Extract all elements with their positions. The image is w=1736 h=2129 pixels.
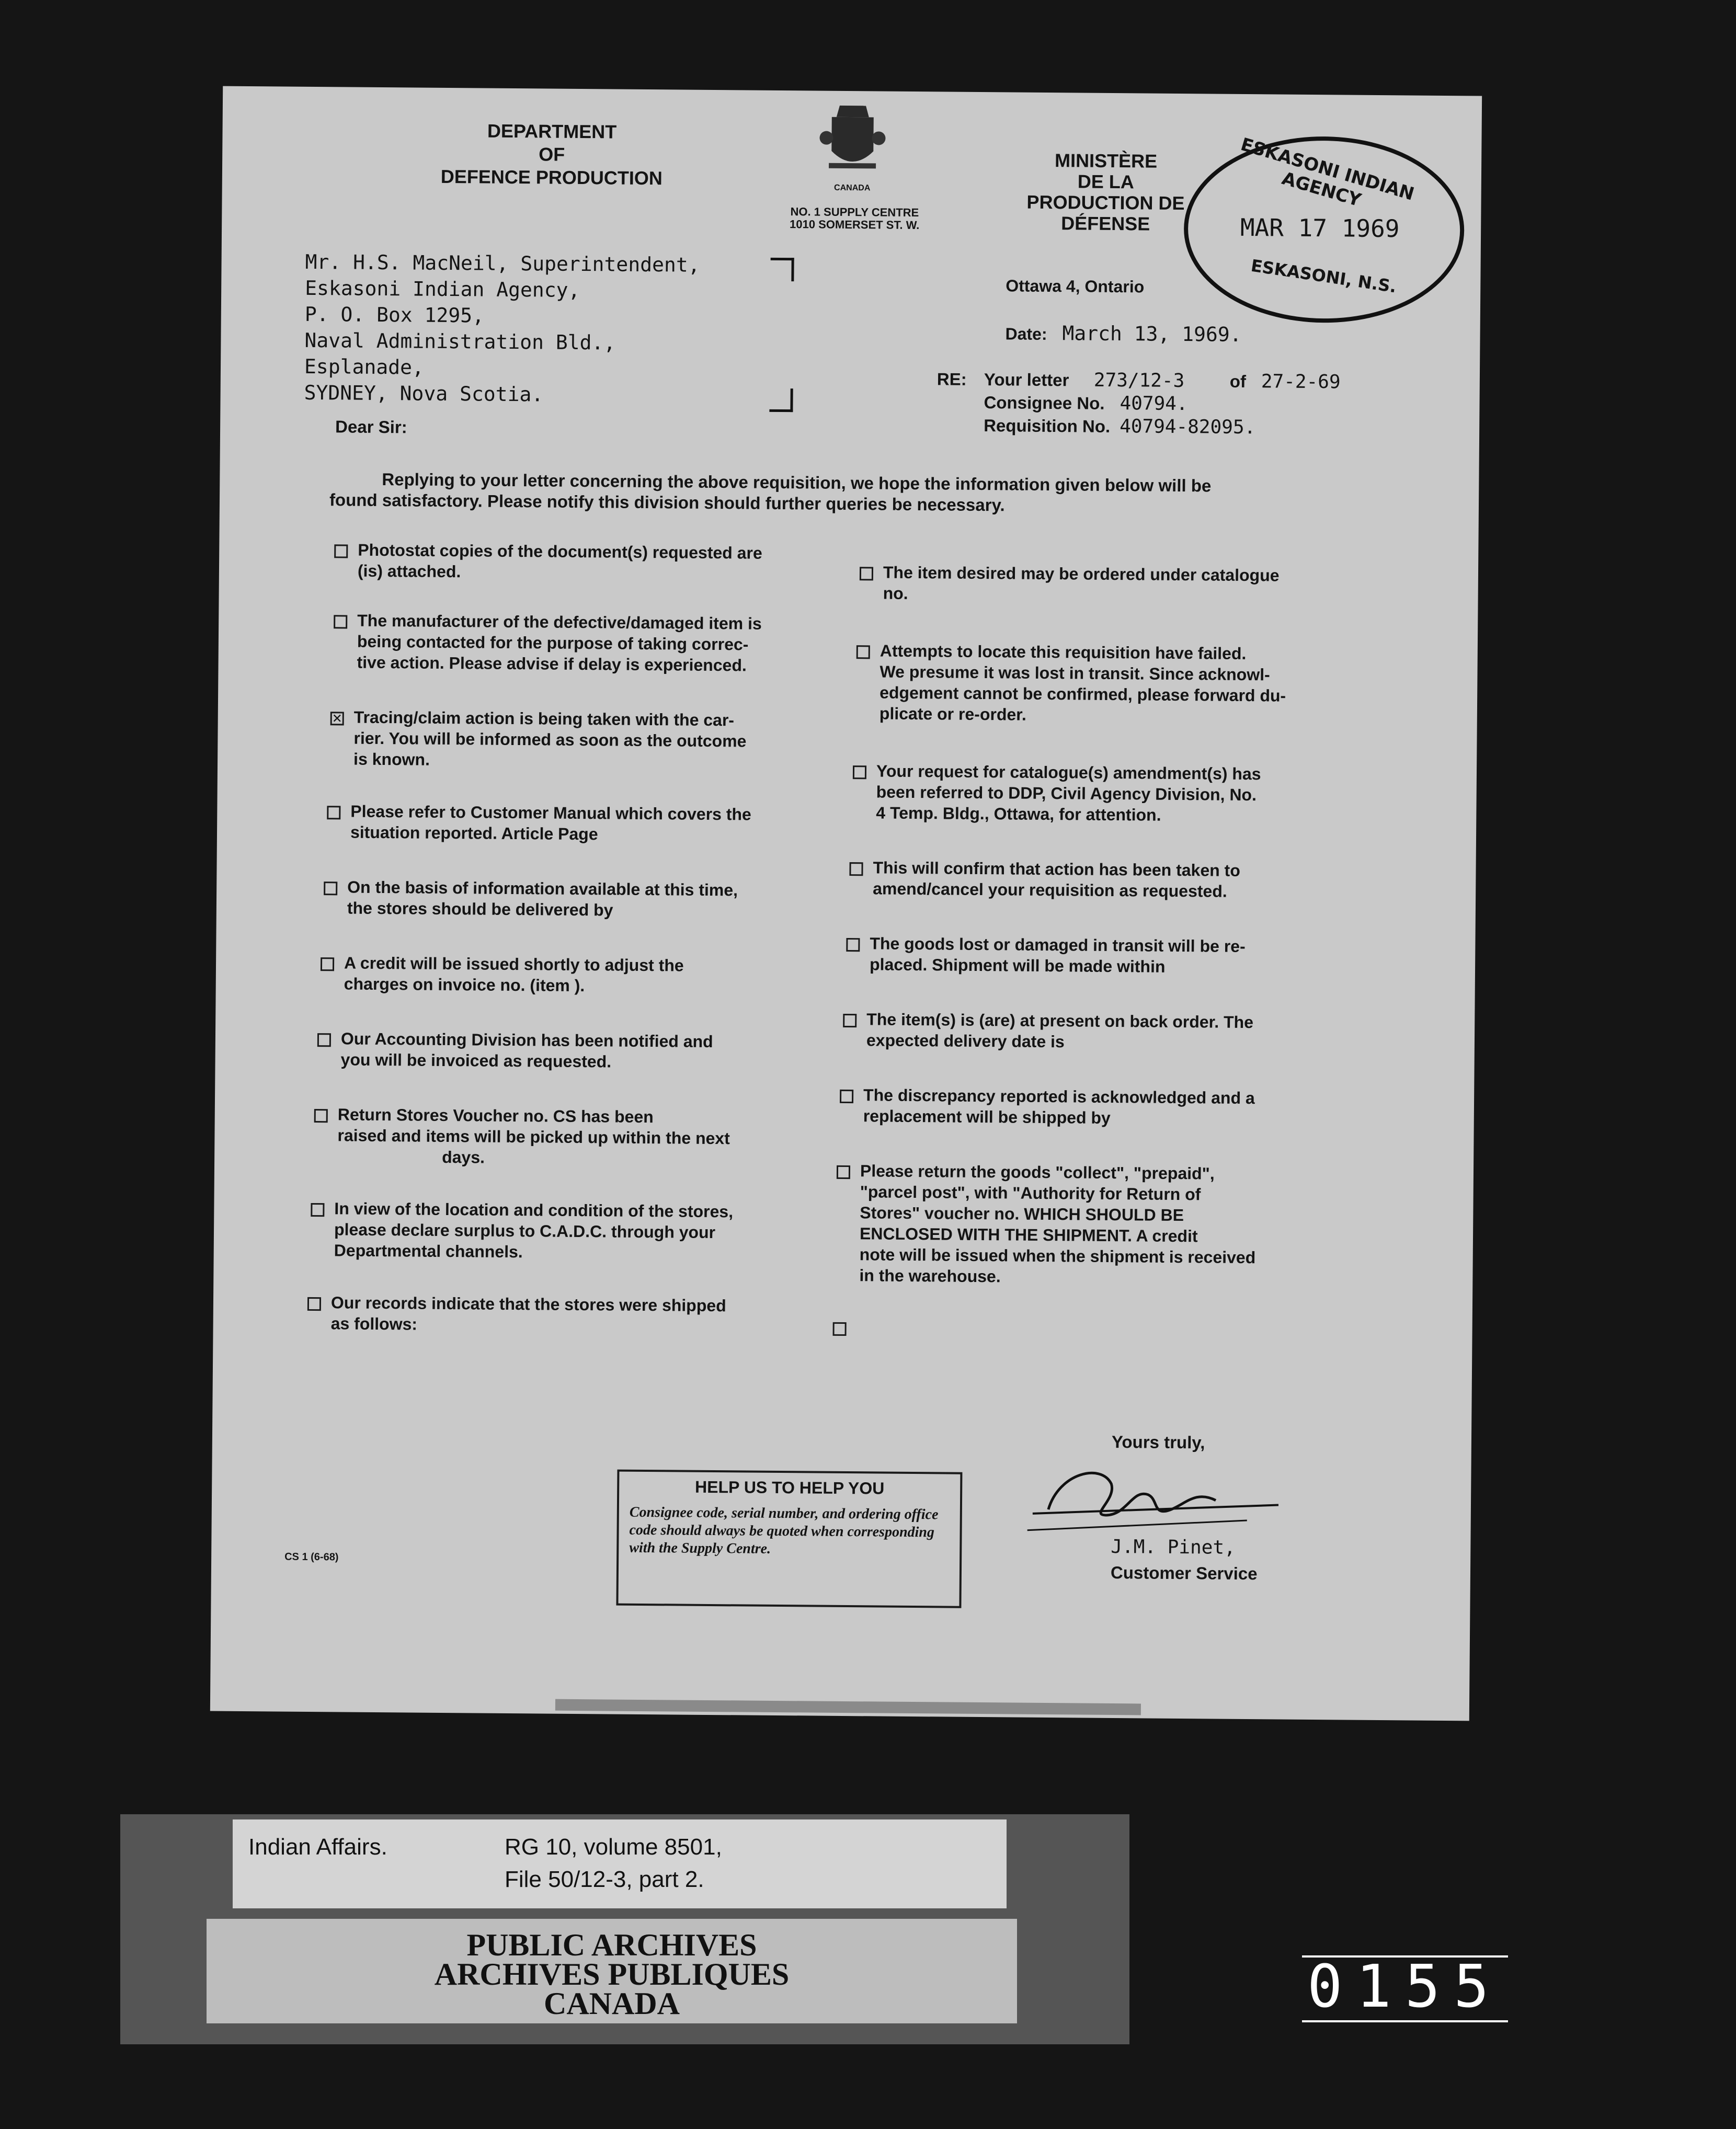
reference-block [936, 369, 1460, 442]
dept-fr-line-2: DE LA [1077, 170, 1135, 193]
archive-line-3: CANADA [544, 1986, 680, 2021]
option-accounting [340, 1028, 832, 1073]
option-back-order [866, 1009, 1379, 1055]
consignee-value: 40794. [1120, 393, 1188, 415]
option-catalogue [883, 562, 1396, 608]
canada-crest [818, 101, 887, 195]
signature [1027, 1452, 1289, 1550]
option-amend-cancel [873, 857, 1386, 903]
option-return-voucher [337, 1104, 829, 1170]
checkbox-credit[interactable] [321, 957, 334, 971]
option-manufacturer [357, 610, 849, 677]
option-line: being contacted for the purpose of taking correc- [357, 632, 749, 654]
intro-paragraph [329, 468, 1470, 519]
archive-label [120, 1814, 1129, 2044]
of-value: 27-2-69 [1261, 371, 1341, 393]
option-line: plicate or re-order. [879, 704, 1026, 724]
checkbox-accounting[interactable] [317, 1033, 331, 1047]
of-label: of [1229, 371, 1247, 391]
archive-line-2: ARCHIVES PUBLIQUES [434, 1957, 790, 1991]
archive-reference [233, 1819, 1007, 1908]
option-line: charges on invoice no. (item ). [344, 974, 585, 995]
option-line: edgement cannot be confirmed, please forward du- [880, 683, 1286, 705]
option-line: Photostat copies of the document(s) requested are [358, 540, 762, 563]
option-return-goods [859, 1160, 1373, 1290]
checkbox-replaced[interactable] [846, 938, 860, 952]
option-line: tive action. Please advise if delay is experienced. [357, 653, 747, 675]
salutation: Dear Sir: [335, 417, 407, 437]
dept-fr-line-3: PRODUCTION DE DÉFENSE [1026, 191, 1185, 235]
checkbox-customer-manual[interactable] [327, 806, 340, 819]
checkbox-declare-surplus[interactable] [311, 1203, 324, 1217]
re-label: RE: [936, 369, 967, 389]
option-tracing [353, 707, 846, 773]
address-line: Naval Administration Bld., [304, 328, 616, 354]
option-line: This will confirm that action has been taken to [873, 858, 1240, 880]
checkbox-delivered-by[interactable] [324, 882, 337, 895]
option-line: The item(s) is (are) at present on back order. The [866, 1010, 1254, 1032]
option-line: ENCLOSED WITH THE SHIPMENT. A credit [859, 1224, 1198, 1246]
crest-icon [818, 101, 887, 180]
address-line: SYDNEY, Nova Scotia. [304, 381, 544, 406]
option-line: A credit will be issued shortly to adjust the [344, 953, 684, 975]
address-line: Mr. H.S. MacNeil, Superintendent, [305, 250, 700, 277]
checkbox-blank[interactable] [833, 1322, 847, 1336]
re-letter-row [937, 369, 1460, 396]
closing: Yours truly, [1111, 1432, 1205, 1452]
signer-title: Customer Service [1110, 1563, 1258, 1584]
consignee-row [936, 392, 1459, 419]
consignee-label: Consignee No. [984, 393, 1105, 413]
crest-label: CANADA [834, 183, 871, 193]
option-line: no. [883, 583, 908, 603]
window-corner-top [770, 258, 794, 281]
checkbox-return-goods[interactable] [837, 1165, 850, 1179]
option-line: raised and items will be picked up within the next [337, 1126, 730, 1148]
checkbox-tracing[interactable]: ✕ [330, 712, 344, 725]
option-line: 4 Temp. Bldg., Ottawa, for attention. [876, 803, 1161, 825]
option-line: replacement will be shipped by [863, 1106, 1111, 1127]
dept-line-1: DEPARTMENT [487, 120, 617, 143]
option-line: note will be issued when the shipment is received [859, 1245, 1256, 1267]
option-catalogue-amendment [876, 760, 1389, 827]
archive-ref-line-2: File 50/12-3, part 2. [505, 1867, 704, 1892]
option-line: In view of the location and condition of the stores, [334, 1199, 734, 1221]
help-title: HELP US TO HELP YOU [694, 1477, 885, 1498]
checkbox-locate-failed[interactable] [856, 645, 870, 659]
option-line: amend/cancel your requisition as requested. [873, 879, 1227, 901]
archive-institution [207, 1919, 1017, 2023]
option-line: Your request for catalogue(s) amendment(s) has [876, 761, 1261, 784]
checkbox-manufacturer[interactable] [334, 615, 347, 628]
letter-value: 273/12-3 [1093, 369, 1185, 392]
option-line: Departmental channels. [334, 1241, 523, 1262]
letter-label: Your letter [984, 370, 1069, 390]
option-line: On the basis of information available at this time, [347, 877, 738, 900]
option-line: situation reported. Article Page [350, 822, 598, 844]
option-declare-surplus [334, 1198, 826, 1264]
option-line: The discrepancy reported is acknowledged and a [863, 1085, 1255, 1108]
requisition-value: 40794-82095. [1120, 416, 1256, 439]
option-delivered-by [347, 877, 839, 922]
option-locate-failed [880, 640, 1392, 728]
option-records-shipped [331, 1292, 823, 1337]
option-line: The goods lost or damaged in transit will be re- [870, 934, 1246, 956]
option-line: you will be invoiced as requested. [340, 1050, 612, 1071]
stamp-agency: ESKASONI INDIAN AGENCY [1238, 134, 1417, 211]
option-line: The manufacturer of the defective/damaged item is [357, 611, 762, 633]
option-line: expected delivery date is [866, 1031, 1065, 1051]
date-label: Date: [1005, 324, 1047, 344]
window-corner-bottom [769, 388, 793, 412]
signature-icon [1027, 1452, 1289, 1548]
option-line: We presume it was lost in transit. Since acknowl- [880, 662, 1270, 684]
option-photostat [358, 540, 850, 585]
option-line: "parcel post", with "Authority for Return of [860, 1182, 1201, 1204]
option-line: rier. You will be informed as soon as the outcome [353, 728, 747, 751]
checkbox-photostat[interactable] [334, 544, 348, 558]
dept-line-2: OF [539, 143, 565, 165]
option-line: Our records indicate that the stores were shipped [330, 1293, 726, 1315]
checkbox-catalogue-amendment[interactable] [853, 765, 866, 779]
option-line: placed. Shipment will be made within [869, 955, 1166, 976]
bottom-shadow [555, 1699, 1141, 1715]
option-line: Please refer to Customer Manual which covers the [350, 802, 751, 824]
archive-collection: Indian Affairs. [248, 1834, 387, 1860]
checkbox-catalogue[interactable] [860, 567, 873, 580]
option-credit [344, 952, 836, 998]
form-code: CS 1 (6-68) [284, 1551, 339, 1563]
option-line: The item desired may be ordered under catalogue [883, 563, 1280, 585]
department-english [431, 119, 672, 190]
supply-centre [755, 205, 954, 232]
checkbox-amend-cancel[interactable] [849, 862, 863, 876]
option-line: Please return the goods "collect", "prepaid", [860, 1161, 1215, 1183]
option-line: in the warehouse. [859, 1266, 1001, 1286]
archive-line-1: PUBLIC ARCHIVES [466, 1928, 757, 1962]
requisition-label: Requisition No. [984, 416, 1111, 436]
option-replaced [870, 933, 1383, 979]
option-line: days. [442, 1147, 485, 1167]
option-line: (is) attached. [357, 561, 461, 581]
checkbox-return-voucher[interactable] [314, 1109, 328, 1123]
archive-ref-line-1: RG 10, volume 8501, [505, 1834, 722, 1860]
address-line: P. O. Box 1295, [304, 302, 485, 327]
option-line: as follows: [330, 1314, 418, 1334]
place-line: Ottawa 4, Ontario [1006, 276, 1145, 296]
address-line: Esplanade, [304, 354, 424, 379]
option-line: is known. [353, 749, 430, 769]
date-line [1005, 322, 1241, 346]
intro-line-1: Replying to your letter concerning the above requisition, we hope the information given below will be [382, 470, 1212, 496]
date-value: March 13, 1969. [1062, 322, 1242, 346]
dept-line-3: DEFENCE PRODUCTION [440, 165, 663, 189]
stamp-location: ESKASONI, N.S. [1249, 255, 1398, 297]
stamp-date: MAR 17 1969 [1240, 213, 1400, 243]
frame-number: 0155 [1302, 1955, 1508, 2022]
signer-name: J.M. Pinet, [1111, 1536, 1236, 1559]
recipient-address [304, 249, 775, 409]
option-line: the stores should be delivered by [347, 898, 613, 920]
checkbox-records-shipped[interactable] [307, 1297, 321, 1311]
option-line: Stores" voucher no. WHICH SHOULD BE [860, 1203, 1184, 1225]
checkbox-back-order[interactable] [843, 1014, 856, 1027]
address-line: Eskasoni Indian Agency, [305, 276, 580, 302]
option-line: Return Stores Voucher no. CS has been [337, 1105, 654, 1127]
option-line: please declare surplus to C.A.D.C. through your [334, 1220, 716, 1242]
option-discrepancy [863, 1084, 1376, 1130]
requisition-row [936, 415, 1459, 442]
supply-centre-line-2: 1010 SOMERSET ST. W. [790, 218, 920, 232]
received-stamp [1183, 135, 1465, 324]
help-box [616, 1470, 962, 1608]
option-line: Tracing/claim action is being taken with the car- [353, 707, 735, 730]
option-line: Attempts to locate this requisition have failed. [880, 641, 1247, 663]
dept-fr-line-1: MINISTÈRE [1054, 150, 1158, 172]
help-text: Consignee code, serial number, and ordering office code should always be quoted when corresponding with the Supply Centre. [629, 1504, 939, 1557]
letter-page [210, 86, 1482, 1721]
option-customer-manual [350, 801, 842, 846]
checkbox-discrepancy[interactable] [840, 1090, 853, 1103]
intro-line-2: found satisfactory. Please notify this division should further queries be necessary. [329, 490, 1005, 515]
option-line: Our Accounting Division has been notified and [340, 1029, 713, 1051]
supply-centre-line-1: NO. 1 SUPPLY CENTRE [790, 205, 919, 220]
option-line: been referred to DDP, Civil Agency Division, No. [876, 782, 1257, 805]
